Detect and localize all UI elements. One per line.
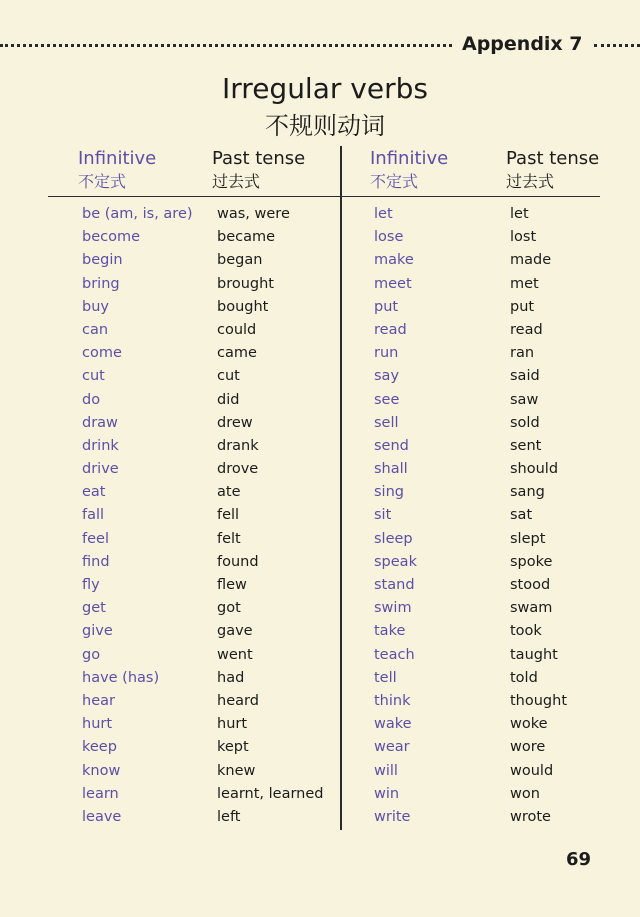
verb-cell: felt [217,530,241,547]
header-infinitive-right [370,147,448,193]
verb-cell: said [510,368,540,385]
header-past-cn: 过去式 [506,172,555,191]
verb-cell: teach [374,646,415,663]
header-divider [48,196,600,197]
verb-cell: wake [374,716,412,733]
verb-cell: could [217,321,257,338]
verb-cell: cut [82,368,105,385]
verb-cell: drew [217,414,253,431]
center-divider [340,146,342,830]
verb-cell: went [217,646,253,663]
verb-cell: make [374,252,414,269]
verb-cell: fly [82,577,100,593]
header-dots-left [0,44,452,47]
verb-cell: eat [82,484,106,501]
verb-cell: drove [217,461,259,478]
verb-cell: sent [510,437,542,454]
verb-cell: send [374,437,409,454]
verb-cell: lost [510,229,537,246]
verb-cell: became [217,229,276,246]
verb-cell: lose [374,229,404,246]
verb-cell: sang [510,484,545,501]
verb-cell: cut [217,368,240,385]
verb-cell: stand [374,577,415,593]
verb-cell: speak [374,553,417,570]
verb-cell: feel [82,530,109,547]
header-infinitive-cn: 不定式 [78,172,127,191]
verb-cell: tell [374,669,397,686]
header-infinitive-left [78,147,156,193]
verb-cell: learnt, learned [217,785,324,802]
verb-cell: sit [374,507,392,524]
verb-cell: give [82,623,113,640]
verb-cell: heard [217,692,259,709]
verb-cell: fell [217,507,240,524]
verb-cell: know [82,762,121,779]
verb-cell: woke [510,716,548,733]
verb-cell: spoke [510,553,553,570]
verb-cell: draw [82,414,118,431]
verb-cell: can [82,321,109,338]
verb-cell: slept [510,530,546,547]
header-past-cn: 过去式 [212,172,261,191]
verb-cell: thought [510,692,568,709]
verb-cell: see [374,391,400,408]
verb-cell: become [82,229,141,246]
verb-cell: left [217,808,241,825]
verb-cell: had [217,669,245,686]
verb-cell: brought [217,275,274,292]
verb-cell: write [374,808,411,825]
verb-cell: kept [217,739,249,756]
header-infinitive-en: Infinitive [370,148,449,169]
verb-cell: stood [510,577,551,593]
header-past-right [506,147,599,193]
column-infinitive-right [374,203,417,829]
verb-cell: swam [510,600,553,617]
verb-cell: ran [510,345,535,362]
verb-cell: should [510,461,559,478]
verb-cell: sat [510,507,533,524]
header-dots-right [594,44,640,47]
verb-cell: learn [82,785,119,802]
verb-cell: read [374,321,407,338]
verb-cell: sold [510,414,540,431]
verb-cell: be (am, is, are) [82,206,193,222]
verb-cell: came [217,345,257,362]
verb-cell: flew [217,577,247,593]
verb-cell: bought [217,298,269,315]
verb-cell: buy [82,298,109,315]
verb-cell: hurt [82,716,113,733]
header-past-en: Past tense [212,148,306,169]
verb-cell: sleep [374,530,413,547]
verb-cell: wrote [510,808,551,825]
header-past-en: Past tense [506,148,600,169]
verb-cell: saw [510,391,539,408]
verb-cell: began [217,252,263,269]
page-title: Irregular verbs [222,72,428,105]
verb-cell: wear [374,739,410,756]
verb-cell: drive [82,461,119,478]
verb-cell: read [510,321,543,338]
verb-cell: met [510,275,539,292]
verb-cell: meet [374,275,412,292]
verb-cell: taught [510,646,558,663]
verb-cell: keep [82,739,117,756]
verb-cell: knew [217,762,256,779]
verb-cell: take [374,623,406,640]
verb-cell: let [374,206,393,222]
header-infinitive-cn: 不定式 [370,172,419,191]
verb-cell: drank [217,437,259,454]
verb-cell: have (has) [82,669,160,686]
header-infinitive-en: Infinitive [78,148,157,169]
verb-cell: win [374,785,400,802]
verb-cell: come [82,345,122,362]
verb-cell: told [510,669,538,686]
verb-cell: sing [374,484,404,501]
verb-cell: get [82,600,106,617]
verb-cell: think [374,692,411,709]
verb-cell: wore [510,739,546,756]
verb-cell: put [374,298,399,315]
verb-cell: would [510,762,554,779]
verb-cell: find [82,553,110,570]
verb-cell: bring [82,275,120,292]
verb-cell: leave [82,808,122,825]
header-past-left [212,147,305,193]
column-infinitive-left [82,203,193,829]
verb-cell: was, were [217,206,290,222]
verb-cell: took [510,623,542,640]
verb-cell: let [510,206,529,222]
verb-cell: drink [82,437,119,454]
verb-cell: made [510,252,552,269]
appendix-label: Appendix 7 [462,33,583,55]
verb-cell: will [374,762,398,779]
column-past-right [510,203,567,829]
verb-cell: go [82,646,101,663]
verb-cell: ate [217,484,241,501]
page-title-chinese: 不规则动词 [265,112,385,140]
column-past-left [217,203,324,829]
verb-cell: hear [82,692,115,709]
verb-cell: sell [374,414,399,431]
page-number: 69 [566,849,592,870]
verb-cell: begin [82,252,123,269]
verb-cell: put [510,298,535,315]
verb-cell: fall [82,507,105,524]
verb-cell: say [374,368,400,385]
verb-cell: gave [217,623,253,640]
verb-cell: got [217,600,241,617]
verb-cell: shall [374,461,408,478]
verb-cell: did [217,391,240,408]
verb-cell: swim [374,600,412,617]
verb-cell: hurt [217,716,248,733]
verb-cell: do [82,391,101,408]
verb-cell: run [374,345,399,362]
verb-cell: won [510,785,540,802]
verb-cell: found [217,553,259,570]
